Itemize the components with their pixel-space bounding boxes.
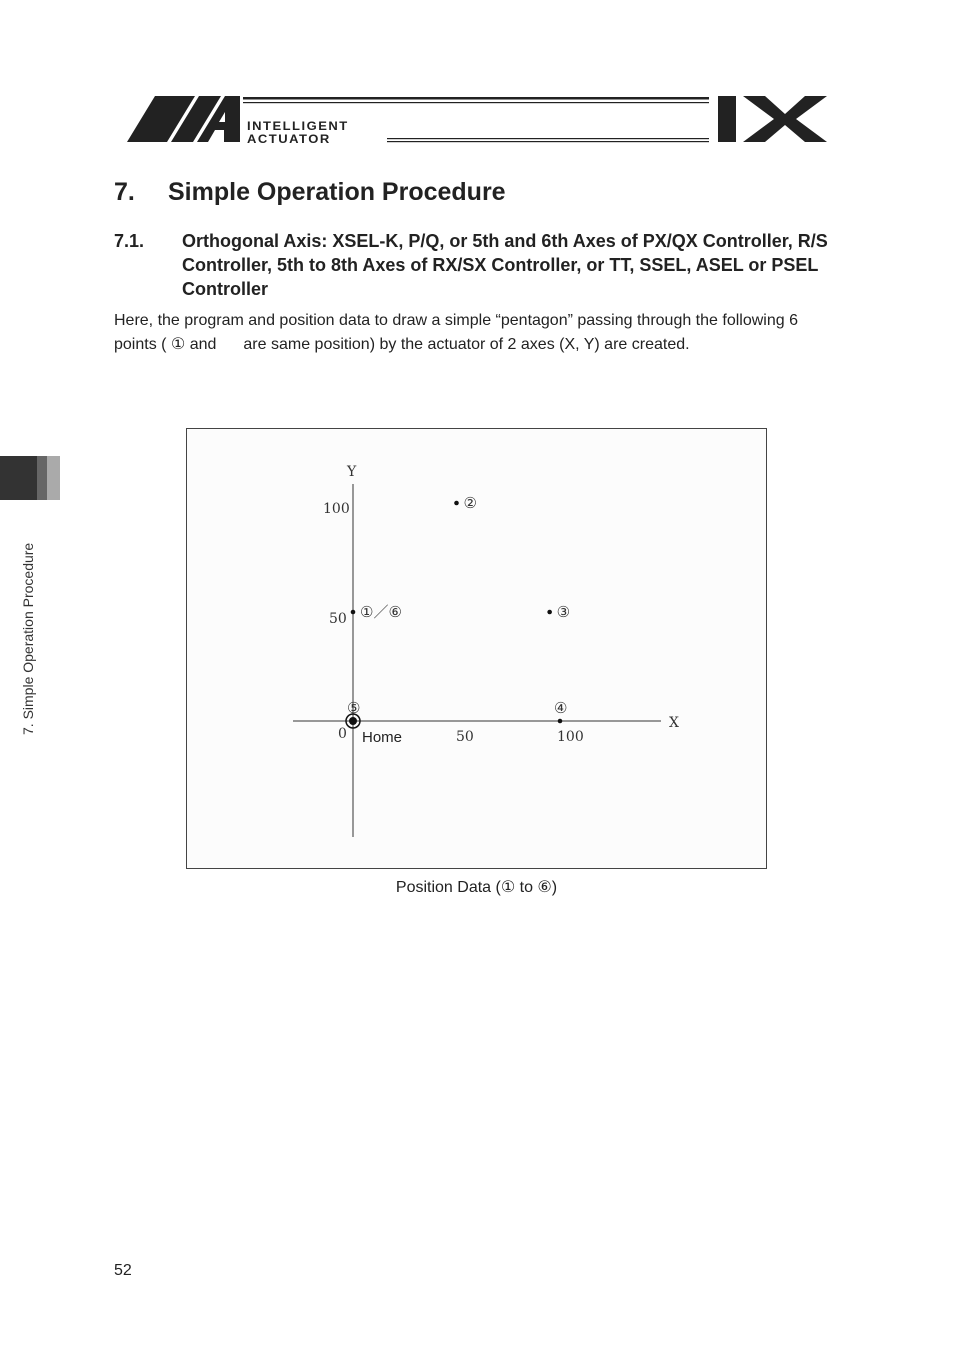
side-tab-light-block [47, 456, 60, 500]
logo-text-actuator: ACTUATOR [247, 131, 331, 146]
x-axis-label: X [669, 715, 679, 731]
plot-point-3 [547, 610, 552, 615]
intelligent-actuator-logo [125, 92, 830, 148]
logo-text-intelligent: INTELLIGENT [247, 118, 349, 133]
home-marker-dot [349, 717, 357, 725]
plot-point-1 [351, 610, 356, 615]
intro-line-2-end: are same position) by the actuator of 2 axes (X, Y) are created. [243, 336, 690, 353]
y-tick-label-50: 50 [329, 611, 347, 627]
x-tick-label-50: 50 [456, 729, 474, 745]
plot-point-4 [558, 719, 563, 724]
side-tab-mid-block [37, 456, 47, 500]
origin-label: 0 [338, 726, 347, 742]
plot-point-2 [454, 501, 459, 506]
plot-point-label-4: ④ [554, 699, 568, 717]
plot-point-label-3: ③ [556, 603, 571, 621]
home-label: Home [362, 729, 403, 746]
plot-point-label-1: ①／⑥ [360, 603, 402, 621]
y-tick-label-100: 100 [323, 501, 350, 517]
intro-line-2 [114, 333, 854, 357]
section-title: Orthogonal Axis: XSEL-K, P/Q, or 5th and 6th Axes of PX/QX Controller, R/S Controller, 5th to 8th Axes of RX/SX Controller, or TT, SSEL, ASEL or PSEL Controller [182, 231, 828, 299]
side-tab-label: 7. Simple Operation Procedure [20, 542, 36, 735]
page-number: 52 [114, 1262, 132, 1279]
position-data-figure [186, 428, 767, 869]
y-axis-label: Y [347, 464, 357, 480]
figure-caption: Position Data (① to ⑥) [395, 879, 558, 896]
intro-line-1: Here, the program and position data to draw a simple “pentagon” passing through the following 6 [114, 312, 798, 329]
chapter-title-text: Simple Operation Procedure [168, 178, 506, 206]
intro-line-2-start: points ( ① and [114, 336, 217, 353]
chapter-title [114, 178, 506, 207]
plot-point-label-2: ② [463, 494, 477, 512]
position-plot [187, 429, 768, 870]
plot-point-label-5: ⑤ [347, 699, 361, 717]
intro-paragraph [114, 309, 854, 357]
section-number: 7.1. [114, 231, 145, 251]
chapter-number: 7. [114, 178, 135, 206]
x-tick-label-100: 100 [557, 729, 584, 745]
logo-graphic [125, 92, 830, 148]
